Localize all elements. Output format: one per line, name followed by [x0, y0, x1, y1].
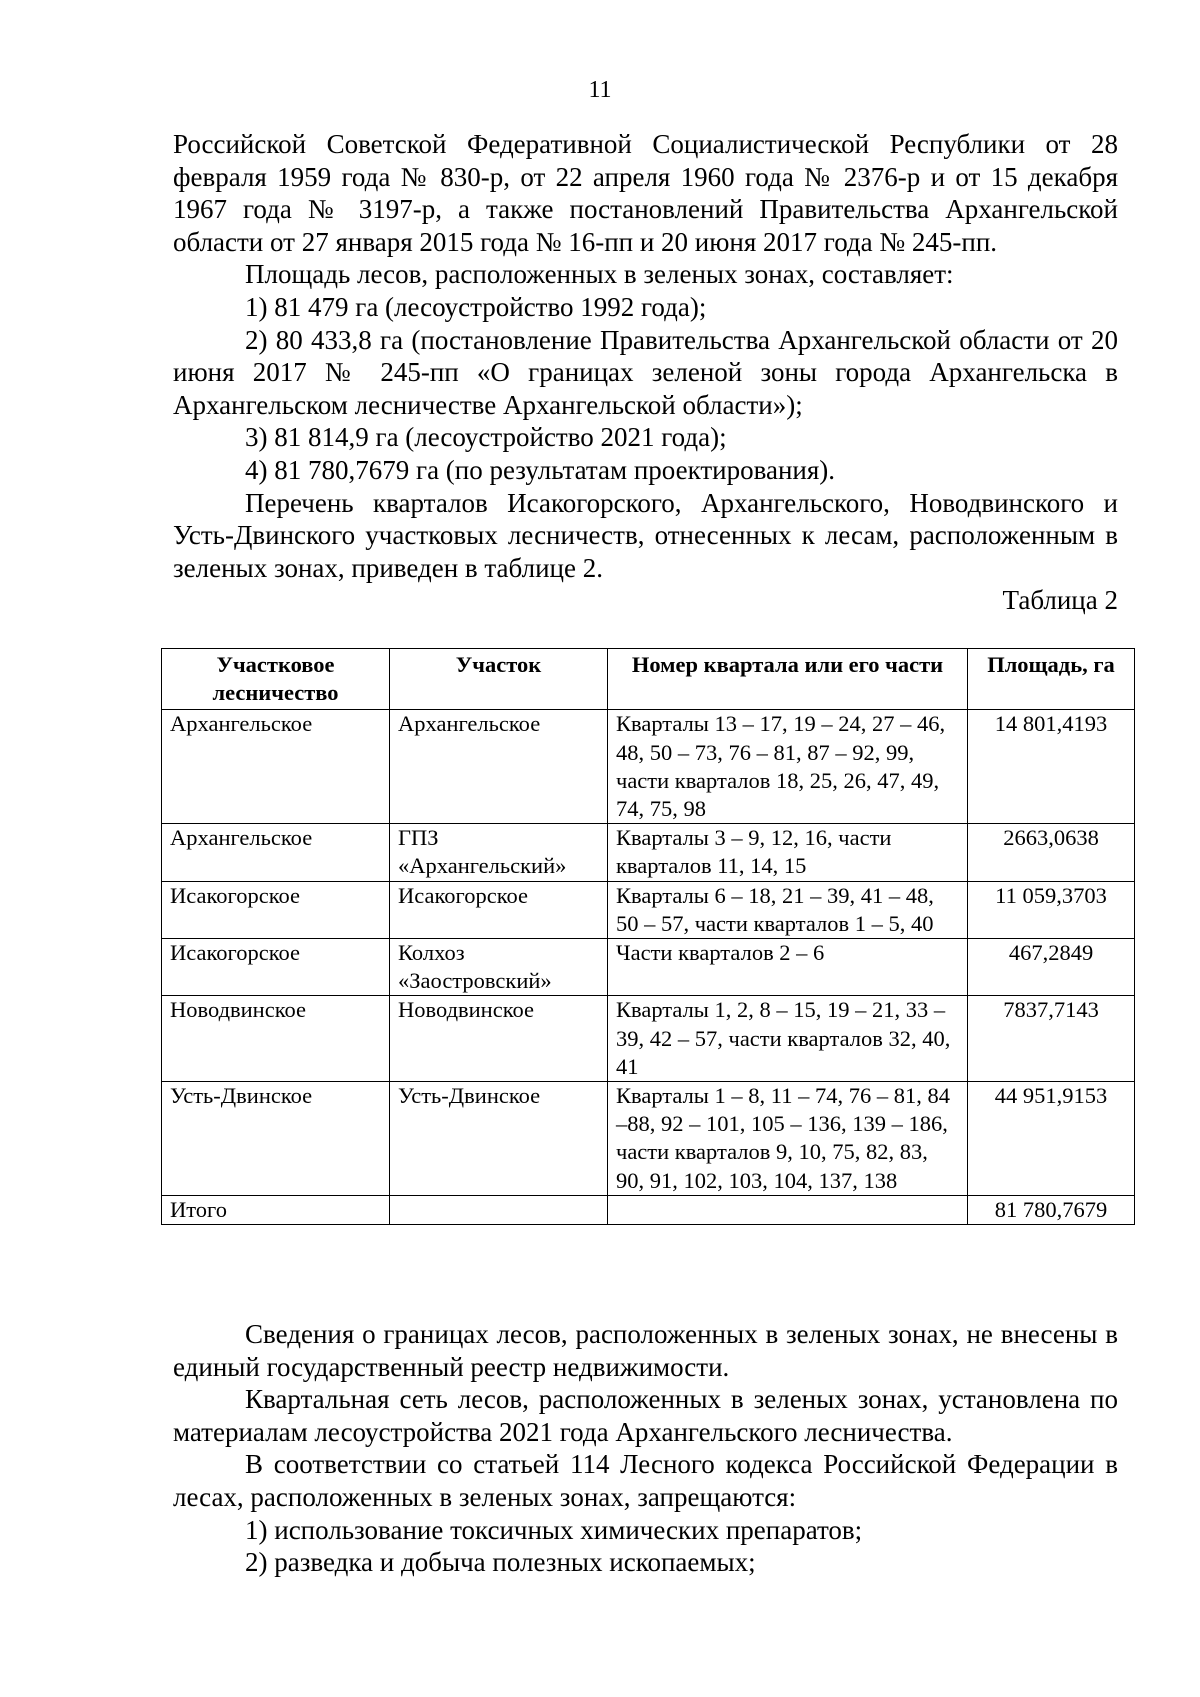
- header-area: Площадь, га: [968, 649, 1135, 710]
- closing-paragraph: Сведения о границах лесов, расположенных в зеленых зонах, не внесены в единый государственный реестр недвижимости.: [173, 1319, 1118, 1382]
- cell-forestry: Архангельское: [162, 710, 390, 824]
- cell-quarters: Кварталы 3 – 9, 12, 16, части кварталов 11, 14, 15: [608, 824, 968, 881]
- header-forestry: Участковое лесничество: [162, 649, 390, 710]
- cell-area: 467,2849: [968, 939, 1135, 996]
- intro-list-item: 1) 81 479 га (лесоустройство 1992 года);: [245, 291, 707, 322]
- intro-list-item: 2) 80 433,8 га (постановление Правительства Архангельской области от 20 июня 2017 № 245-пп «О границах зеленой зоны города Архангельска в Архангельском лесничестве Архангельской области»);: [173, 324, 1118, 420]
- closing-text-block: [173, 1318, 1118, 1579]
- header-site: Участок: [390, 649, 608, 710]
- table-row: [162, 710, 1135, 824]
- forest-quarters-table: [161, 648, 1135, 1225]
- cell-quarters: Кварталы 13 – 17, 19 – 24, 27 – 46, 48, 50 – 73, 76 – 81, 87 – 92, 99, части кварталов 18, 25, 26, 47, 49, 74, 75, 98: [608, 710, 968, 824]
- closing-paragraph: В соответствии со статьей 114 Лесного кодекса Российской Федерации в лесах, расположенных в зеленых зонах, запрещаются:: [173, 1449, 1118, 1512]
- cell-site: Новодвинское: [390, 996, 608, 1082]
- cell-forestry: Новодвинское: [162, 996, 390, 1082]
- cell-total-site: [390, 1195, 608, 1224]
- intro-text-block: [173, 128, 1118, 617]
- intro-list-item: 4) 81 780,7679 га (по результатам проектирования).: [245, 454, 836, 485]
- cell-total-label: Итого: [162, 1195, 390, 1224]
- table-row: [162, 1082, 1135, 1196]
- table-header-row: [162, 649, 1135, 710]
- cell-area: 11 059,3703: [968, 881, 1135, 938]
- table-caption: Таблица 2: [1002, 585, 1118, 616]
- closing-list-item: 2) разведка и добыча полезных ископаемых;: [245, 1547, 756, 1578]
- cell-quarters: Кварталы 6 – 18, 21 – 39, 41 – 48, 50 – 57, части кварталов 1 – 5, 40: [608, 881, 968, 938]
- header-quarters: Номер квартала или его части: [608, 649, 968, 710]
- cell-forestry: Исакогорское: [162, 939, 390, 996]
- cell-area: 2663,0638: [968, 824, 1135, 881]
- cell-total-area: 81 780,7679: [968, 1195, 1135, 1224]
- cell-forestry: Архангельское: [162, 824, 390, 881]
- cell-quarters: Части кварталов 2 – 6: [608, 939, 968, 996]
- cell-forestry: Усть-Двинское: [162, 1082, 390, 1196]
- cell-site: ГПЗ «Архангельский»: [390, 824, 608, 881]
- cell-area: 7837,7143: [968, 996, 1135, 1082]
- cell-area: 14 801,4193: [968, 710, 1135, 824]
- intro-list-item: 3) 81 814,9 га (лесоустройство 2021 года);: [245, 422, 727, 453]
- table-total-row: [162, 1195, 1135, 1224]
- cell-quarters: Кварталы 1 – 8, 11 – 74, 76 – 81, 84 –88, 92 – 101, 105 – 136, 139 – 186, части кварталов 9, 10, 75, 82, 83, 90, 91, 102, 103, 104, 137, 138: [608, 1082, 968, 1196]
- closing-paragraph: Квартальная сеть лесов, расположенных в зеленых зонах, установлена по материалам лесоустройства 2021 года Архангельского лесничества.: [173, 1384, 1118, 1447]
- cell-total-quarters: [608, 1195, 968, 1224]
- cell-area: 44 951,9153: [968, 1082, 1135, 1196]
- intro-paragraph: Российской Советской Федеративной Социалистической Республики от 28 февраля 1959 года № 830-р, от 22 апреля 1960 года № 2376-р и от 15 декабря 1967 года № 3197-р, а также постановлений Правительства Архангельской области от 27 января 2015 года № 16-пп и 20 июня 2017 года № 245-пп.: [173, 129, 1118, 257]
- cell-quarters: Кварталы 1, 2, 8 – 15, 19 – 21, 33 – 39, 42 – 57, части кварталов 32, 40, 41: [608, 996, 968, 1082]
- table-row: [162, 996, 1135, 1082]
- cell-site: Исакогорское: [390, 881, 608, 938]
- closing-list-item: 1) использование токсичных химических препаратов;: [245, 1514, 863, 1545]
- intro-paragraph: Площадь лесов, расположенных в зеленых зонах, составляет:: [245, 259, 954, 290]
- intro-paragraph: Перечень кварталов Исакогорского, Архангельского, Новодвинского и Усть-Двинского участковых лесничеств, отнесенных к лесам, расположенным в зеленых зонах, приведен в таблице 2.: [173, 487, 1118, 583]
- cell-site: Архангельское: [390, 710, 608, 824]
- table-row: [162, 939, 1135, 996]
- table-row: [162, 824, 1135, 881]
- page-number: 11: [588, 77, 612, 103]
- cell-forestry: Исакогорское: [162, 881, 390, 938]
- forest-quarters-table-wrapper: [161, 648, 1134, 1225]
- table-row: [162, 881, 1135, 938]
- cell-site: Усть-Двинское: [390, 1082, 608, 1196]
- cell-site: Колхоз «Заостровский»: [390, 939, 608, 996]
